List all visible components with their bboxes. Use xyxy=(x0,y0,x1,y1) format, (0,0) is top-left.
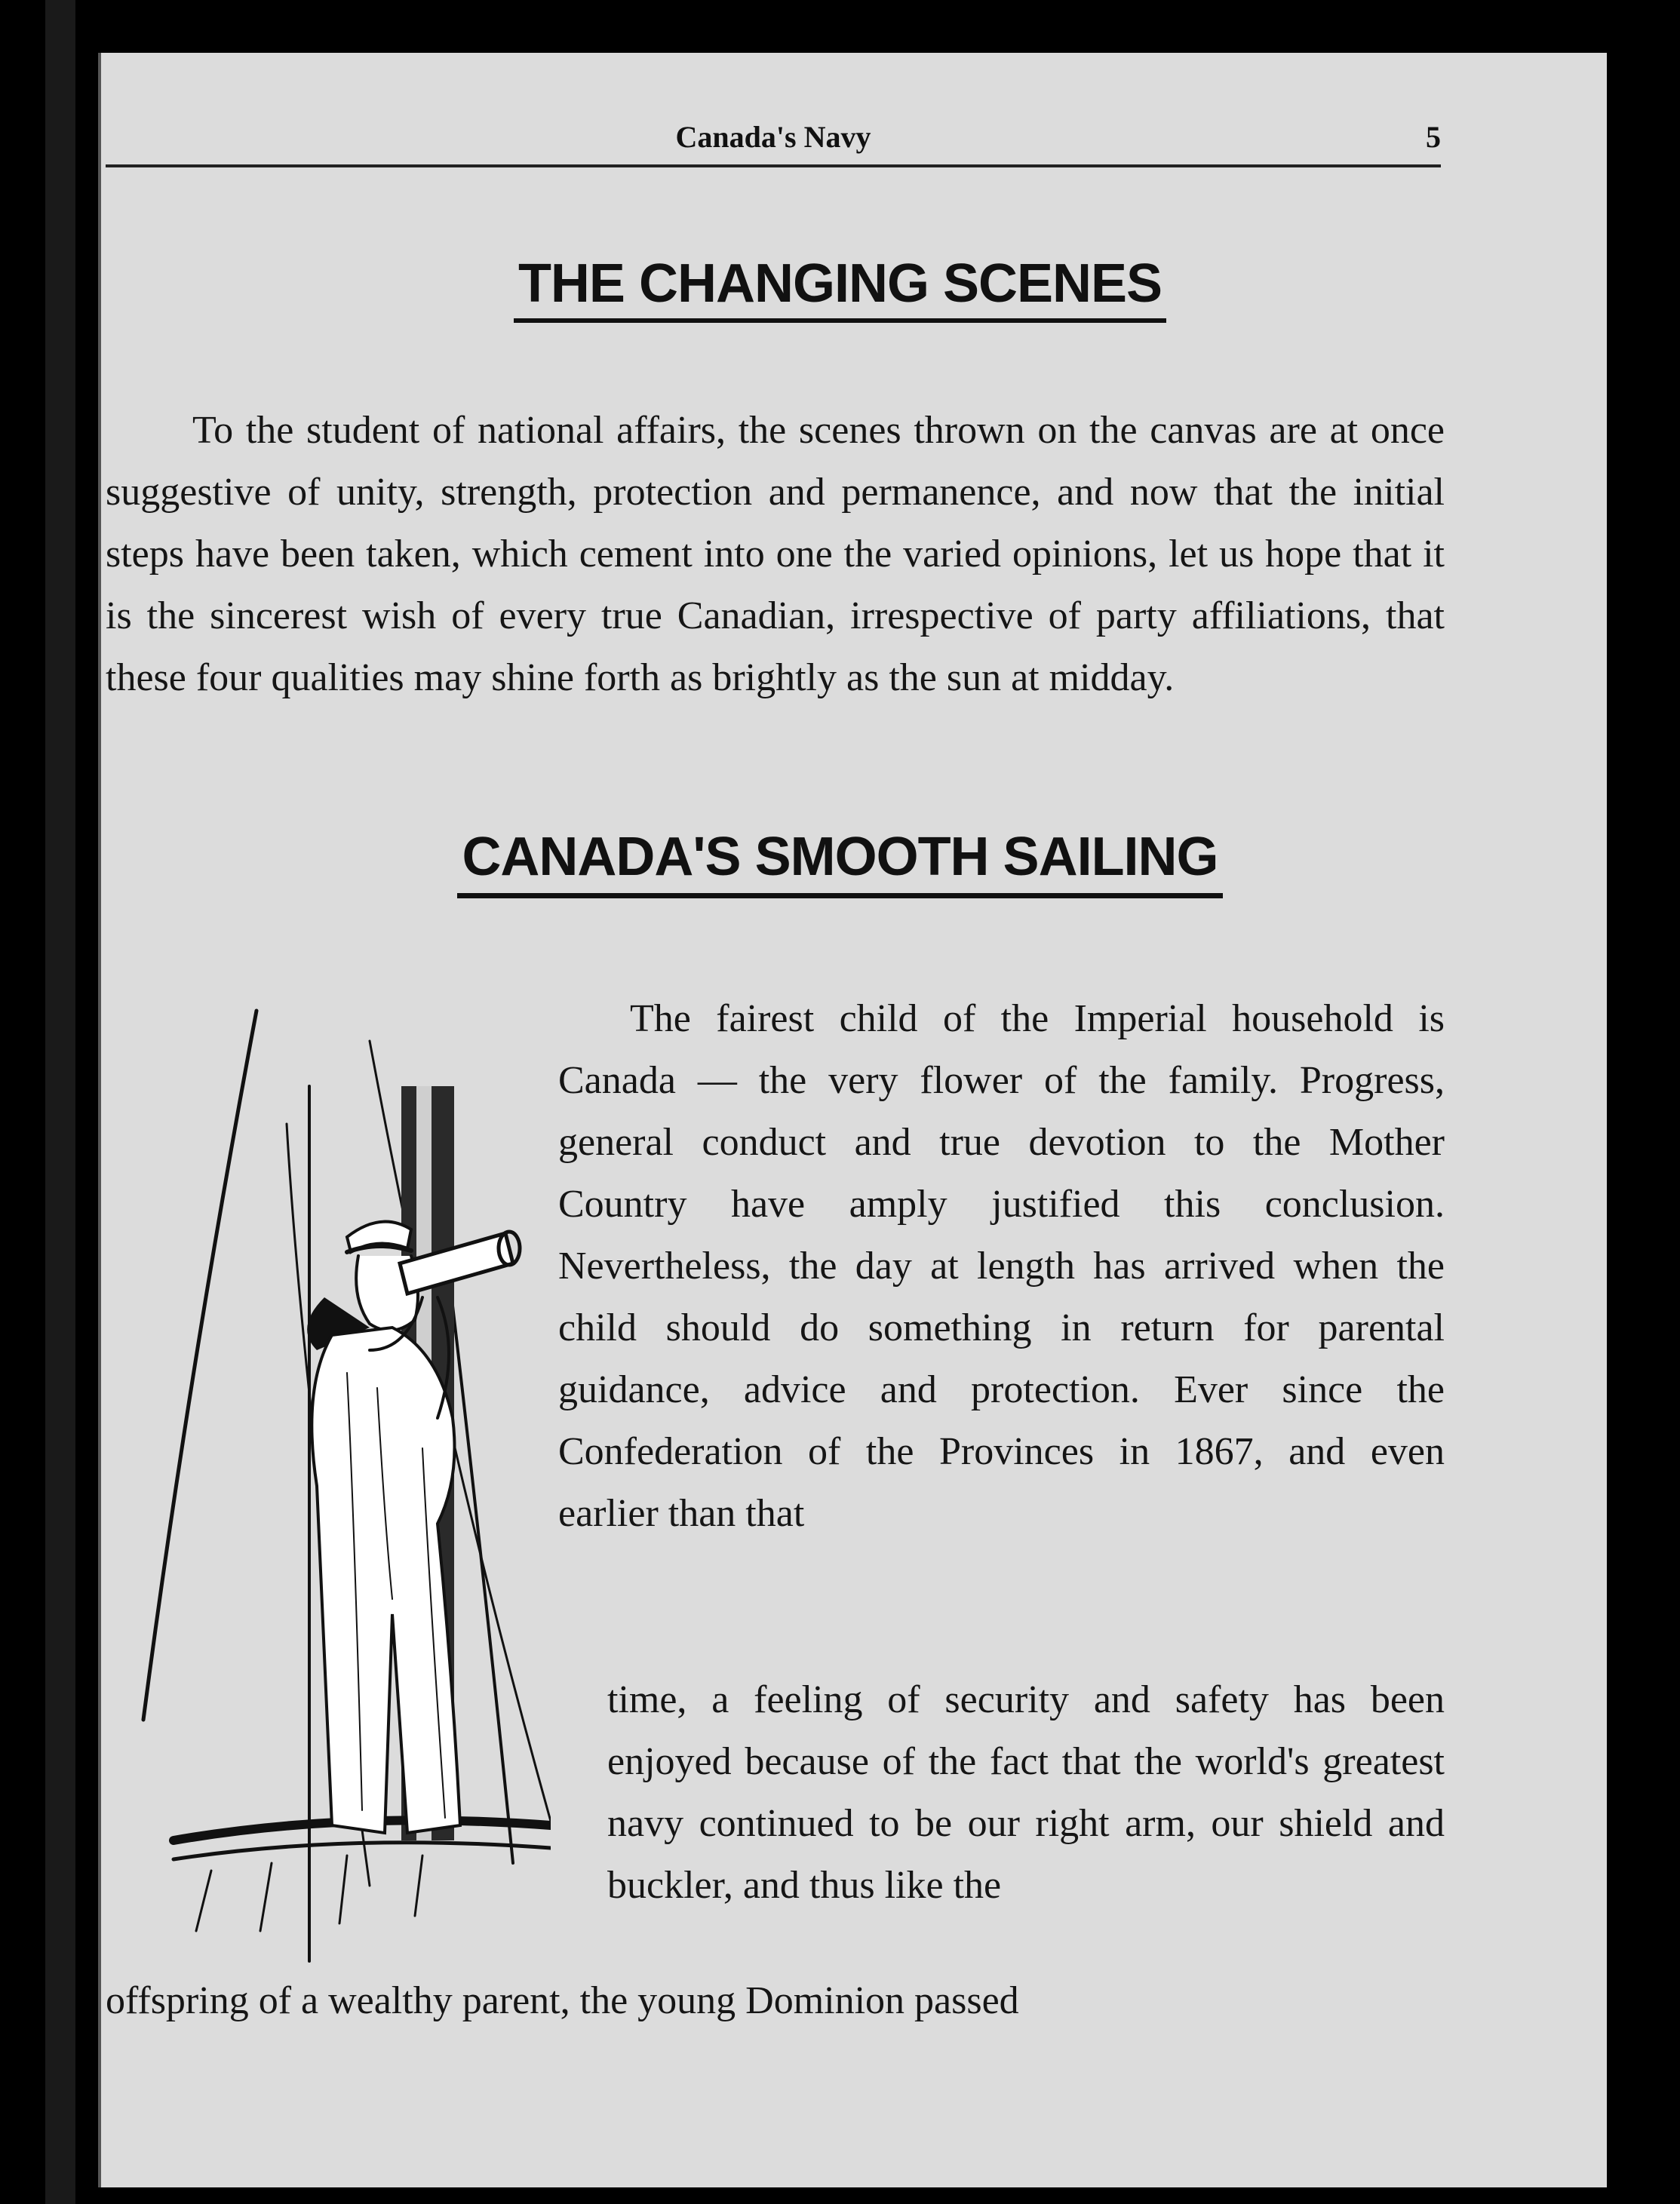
header-rule xyxy=(106,164,1441,167)
paragraph-smooth-sailing-part1: The fairest child of the Imperial household is Canada — the very flower of the family. Progress, general conduct and true devotion to the Mother Country have amply justified this conclusion. Nevertheless, the day at length has arrived when the child should do something in return for parental guidance, advice and protection. Ever since the Confederation of the Provinces in 1867, and even earlier than that xyxy=(558,997,1445,1535)
paragraph-smooth-sailing-part3: offspring of a wealthy parent, the young Dominion passed xyxy=(106,1979,1019,2022)
sailor-with-telescope-icon xyxy=(121,996,551,1969)
section-heading-changing-scenes xyxy=(0,253,1680,315)
running-header xyxy=(106,119,1441,164)
page-number: 5 xyxy=(1426,120,1441,154)
running-title: Canada's Navy xyxy=(675,120,871,154)
heading-text: THE CHANGING SCENES xyxy=(514,253,1166,323)
scan-right-edge xyxy=(1607,45,1680,2204)
section-heading-smooth-sailing xyxy=(0,826,1680,888)
scan-left-edge xyxy=(0,0,98,2204)
paragraph-changing-scenes: To the student of national affairs, the scenes thrown on the canvas are at once suggestive of unity, strength, protection and permanence, and now that the initial steps have been taken, which cement into one the varied opinions, let us hope that it is the sincerest wish of every true Canadian, irrespective of party affiliations, that these four qualities may shine forth as brightly as the sun at midday. xyxy=(106,409,1445,699)
paragraph-smooth-sailing-part2: time, a feeling of security and safety has been enjoyed because of the fact that the world's greatest navy continued to be our right arm, our shield and buckler, and thus like the xyxy=(607,1678,1445,1907)
heading-text: CANADA'S SMOOTH SAILING xyxy=(457,827,1222,898)
